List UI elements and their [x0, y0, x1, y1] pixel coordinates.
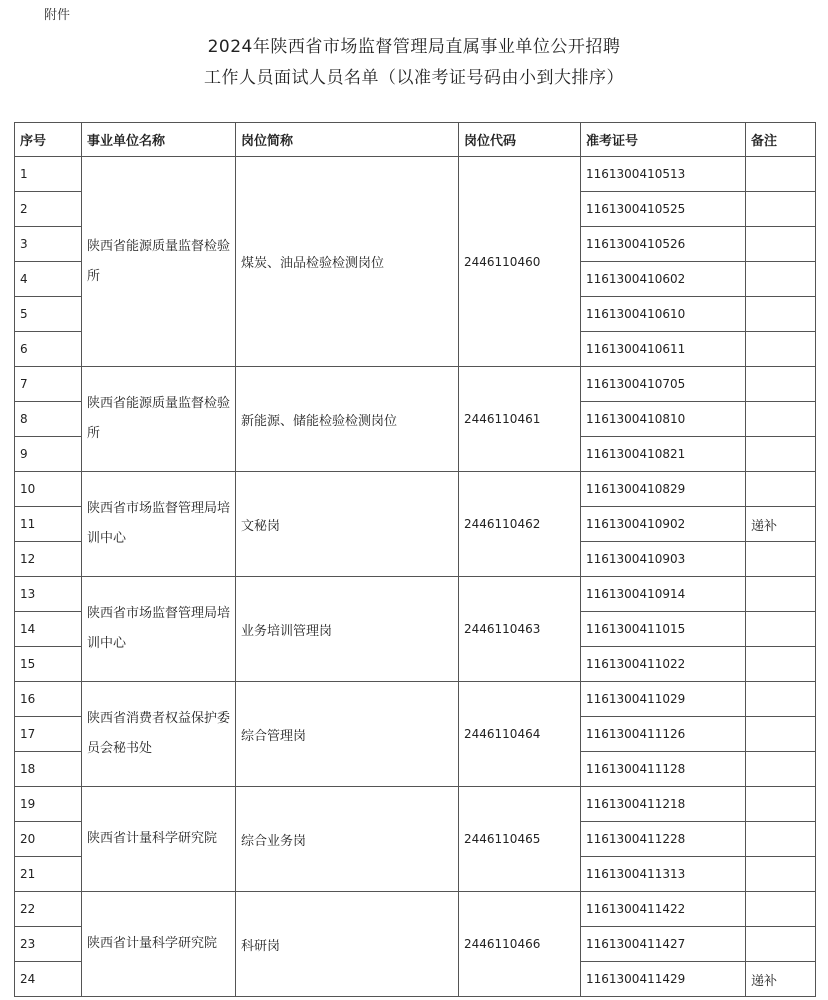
exam-id-cell: 1161300411126: [581, 717, 746, 752]
exam-id-cell: 1161300410602: [581, 262, 746, 297]
document-title-line1: 2024年陕西省市场监督管理局直属事业单位公开招聘: [207, 37, 621, 57]
exam-id-cell: 1161300410610: [581, 297, 746, 332]
note-cell: 递补: [746, 962, 816, 997]
exam-id-cell: 1161300411218: [581, 787, 746, 822]
exam-id-cell: 1161300411022: [581, 647, 746, 682]
note-cell: [746, 822, 816, 857]
exam-id-cell: 1161300411228: [581, 822, 746, 857]
exam-id-cell: 1161300410526: [581, 227, 746, 262]
header-serial: 序号: [15, 123, 82, 157]
exam-id-cell: 1161300411422: [581, 892, 746, 927]
table-row: [15, 367, 816, 402]
note-cell: [746, 682, 816, 717]
serial-cell: 18: [15, 752, 82, 787]
note-cell: [746, 647, 816, 682]
note-cell: [746, 577, 816, 612]
serial-cell: 16: [15, 682, 82, 717]
serial-cell: 14: [15, 612, 82, 647]
header-position: 岗位简称: [236, 123, 459, 157]
serial-cell: 8: [15, 402, 82, 437]
note-cell: [746, 332, 816, 367]
serial-cell: 9: [15, 437, 82, 472]
table-header-row: [15, 123, 816, 157]
note-cell: [746, 542, 816, 577]
unit-name-cell: 陕西省能源质量监督检验所: [82, 367, 236, 472]
note-cell: [746, 227, 816, 262]
note-cell: [746, 402, 816, 437]
serial-cell: 7: [15, 367, 82, 402]
table-row: [15, 892, 816, 927]
position-code-cell: 2446110463: [459, 577, 581, 682]
exam-id-cell: 1161300411128: [581, 752, 746, 787]
serial-cell: 23: [15, 927, 82, 962]
serial-cell: 1: [15, 157, 82, 192]
exam-id-cell: 1161300410705: [581, 367, 746, 402]
note-cell: [746, 367, 816, 402]
serial-cell: 20: [15, 822, 82, 857]
unit-name-cell: 陕西省计量科学研究院: [82, 892, 236, 997]
exam-id-cell: 1161300411313: [581, 857, 746, 892]
note-cell: [746, 612, 816, 647]
unit-name-cell: 陕西省市场监督管理局培训中心: [82, 472, 236, 577]
header-unit: 事业单位名称: [82, 123, 236, 157]
exam-id-cell: 1161300410914: [581, 577, 746, 612]
exam-id-cell: 1161300410902: [581, 507, 746, 542]
note-cell: [746, 262, 816, 297]
position-code-cell: 2446110461: [459, 367, 581, 472]
header-exam-id: 准考证号: [581, 123, 746, 157]
serial-cell: 13: [15, 577, 82, 612]
table-row: [15, 577, 816, 612]
serial-cell: 11: [15, 507, 82, 542]
table-body: [15, 157, 816, 997]
position-name-cell: 科研岗: [236, 892, 459, 997]
position-code-cell: 2446110465: [459, 787, 581, 892]
position-name-cell: 煤炭、油品检验检测岗位: [236, 157, 459, 367]
exam-id-cell: 1161300410611: [581, 332, 746, 367]
position-name-cell: 文秘岗: [236, 472, 459, 577]
serial-cell: 17: [15, 717, 82, 752]
unit-name-cell: 陕西省消费者权益保护委员会秘书处: [82, 682, 236, 787]
serial-cell: 21: [15, 857, 82, 892]
position-code-cell: 2446110462: [459, 472, 581, 577]
position-name-cell: 新能源、储能检验检测岗位: [236, 367, 459, 472]
note-cell: [746, 157, 816, 192]
serial-cell: 22: [15, 892, 82, 927]
position-name-cell: 业务培训管理岗: [236, 577, 459, 682]
exam-id-cell: 1161300411029: [581, 682, 746, 717]
serial-cell: 3: [15, 227, 82, 262]
unit-name-cell: 陕西省市场监督管理局培训中心: [82, 577, 236, 682]
note-cell: [746, 297, 816, 332]
position-name-cell: 综合业务岗: [236, 787, 459, 892]
serial-cell: 24: [15, 962, 82, 997]
serial-cell: 2: [15, 192, 82, 227]
unit-name-cell: 陕西省计量科学研究院: [82, 787, 236, 892]
serial-cell: 12: [15, 542, 82, 577]
table-row: [15, 157, 816, 192]
note-cell: [746, 472, 816, 507]
attachment-label: 附件: [44, 8, 71, 23]
note-cell: [746, 192, 816, 227]
table-row: [15, 472, 816, 507]
interview-roster-table: [14, 122, 816, 997]
note-cell: [746, 437, 816, 472]
exam-id-cell: 1161300411429: [581, 962, 746, 997]
exam-id-cell: 1161300410903: [581, 542, 746, 577]
serial-cell: 10: [15, 472, 82, 507]
serial-cell: 6: [15, 332, 82, 367]
note-cell: [746, 752, 816, 787]
note-cell: [746, 857, 816, 892]
note-cell: [746, 927, 816, 962]
header-note: 备注: [746, 123, 816, 157]
document-title-line2: 工作人员面试人员名单（以准考证号码由小到大排序）: [204, 68, 624, 88]
exam-id-cell: 1161300410513: [581, 157, 746, 192]
exam-id-cell: 1161300410810: [581, 402, 746, 437]
position-code-cell: 2446110464: [459, 682, 581, 787]
serial-cell: 5: [15, 297, 82, 332]
table-row: [15, 682, 816, 717]
serial-cell: 19: [15, 787, 82, 822]
position-code-cell: 2446110466: [459, 892, 581, 997]
serial-cell: 15: [15, 647, 82, 682]
serial-cell: 4: [15, 262, 82, 297]
note-cell: [746, 717, 816, 752]
exam-id-cell: 1161300410525: [581, 192, 746, 227]
position-code-cell: 2446110460: [459, 157, 581, 367]
position-name-cell: 综合管理岗: [236, 682, 459, 787]
table-row: [15, 787, 816, 822]
note-cell: 递补: [746, 507, 816, 542]
header-code: 岗位代码: [459, 123, 581, 157]
unit-name-cell: 陕西省能源质量监督检验所: [82, 157, 236, 367]
exam-id-cell: 1161300410829: [581, 472, 746, 507]
note-cell: [746, 787, 816, 822]
exam-id-cell: 1161300411427: [581, 927, 746, 962]
exam-id-cell: 1161300410821: [581, 437, 746, 472]
exam-id-cell: 1161300411015: [581, 612, 746, 647]
note-cell: [746, 892, 816, 927]
